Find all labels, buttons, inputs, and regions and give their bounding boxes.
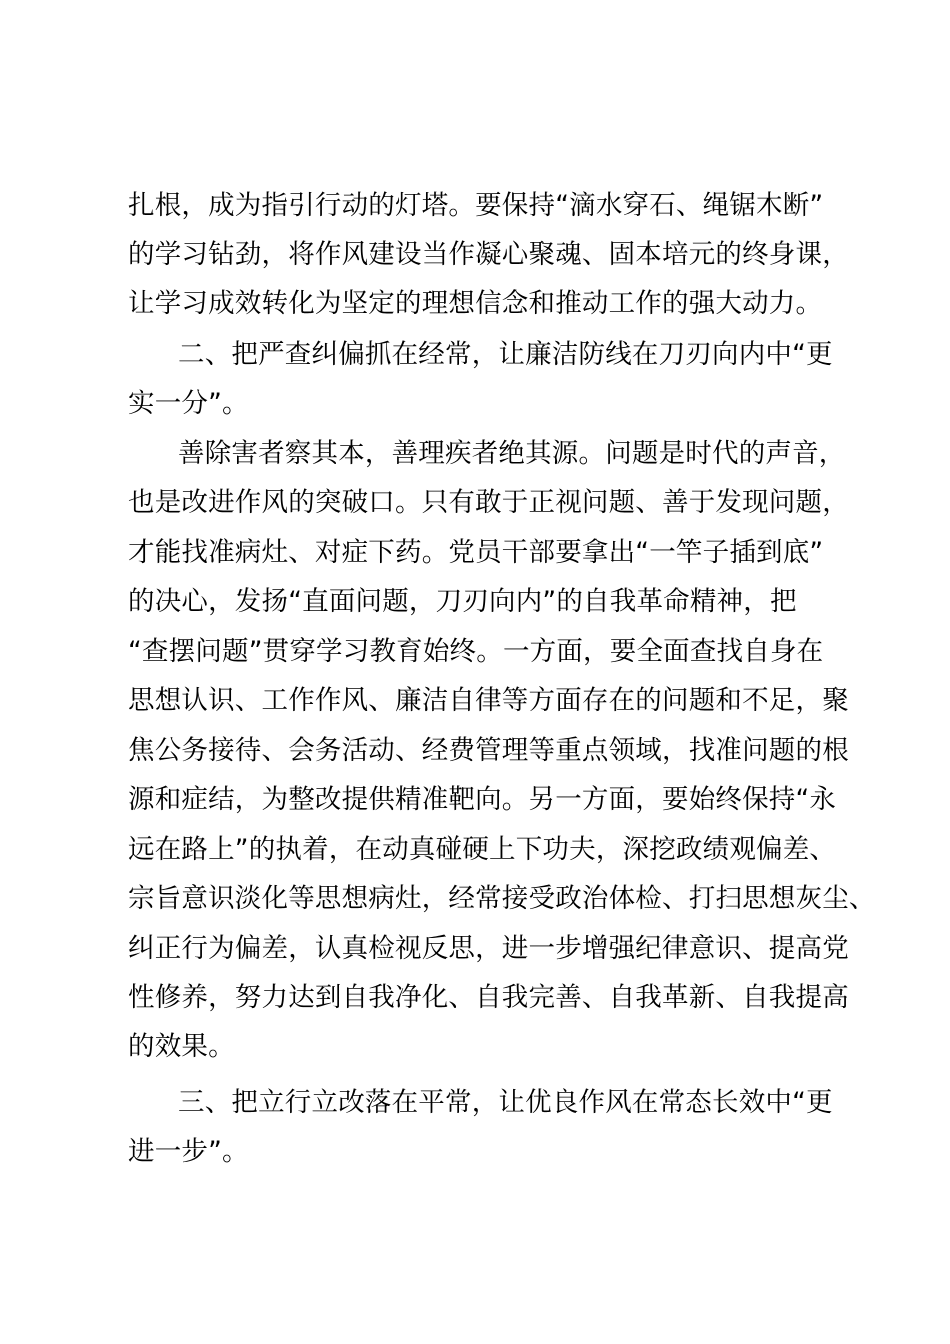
paragraph-2-line-9: 远在路上”的执着，在动真碰硬上下功夫，深挖政绩观偏差、 <box>128 834 837 865</box>
paragraph-2-line-3: 才能找准病灶、对症下药。党员干部要拿出“一竿子插到底” <box>128 537 824 568</box>
paragraph-1-line-2: 的学习钻劲，将作风建设当作凝心聚魂、固本培元的终身课， <box>128 239 849 270</box>
paragraph-2-line-13: 的效果。 <box>128 1031 235 1062</box>
section-heading-2-line-1: 二、把严查纠偏抓在经常，让廉洁防线在刀刃向内中“更 <box>178 339 833 370</box>
paragraph-2-line-10: 宗旨意识淡化等思想病灶，经常接受政治体检、打扫思想灰尘、 <box>128 883 876 914</box>
paragraph-2-line-8: 源和症结，为整改提供精准靶向。另一方面，要始终保持“永 <box>128 784 837 815</box>
paragraph-1-line-3: 让学习成效转化为坚定的理想信念和推动工作的强大动力。 <box>128 288 823 319</box>
paragraph-2-line-12: 性修养，努力达到自我净化、自我完善、自我革新、自我提高 <box>128 982 849 1013</box>
paragraph-2-line-4: 的决心，发扬“直面问题，刀刃向内”的自我革命精神，把 <box>128 586 797 617</box>
paragraph-1-line-1: 扎根，成为指引行动的灯塔。要保持“滴水穿石、绳锯木断” <box>128 190 824 221</box>
paragraph-2-line-2: 也是改进作风的突破口。只有敢于正视问题、善于发现问题， <box>128 487 849 518</box>
paragraph-2-line-1: 善除害者察其本，善理疾者绝其源。问题是时代的声音， <box>178 438 846 469</box>
paragraph-2-line-6: 思想认识、工作作风、廉洁自律等方面存在的问题和不足，聚 <box>128 685 849 716</box>
section-heading-3-line-2: 进一步”。 <box>128 1136 249 1167</box>
section-heading-3-line-1: 三、把立行立改落在平常，让优良作风在常态长效中“更 <box>178 1087 833 1118</box>
paragraph-2-line-5: “查摆问题”贯穿学习教育始终。一方面，要全面查找自身在 <box>128 636 824 667</box>
section-heading-2-line-2: 实一分”。 <box>128 388 249 419</box>
paragraph-2-line-11: 纠正行为偏差，认真检视反思，进一步增强纪律意识、提高党 <box>128 933 849 964</box>
paragraph-2-line-7: 焦公务接待、会务活动、经费管理等重点领域，找准问题的根 <box>128 735 849 766</box>
